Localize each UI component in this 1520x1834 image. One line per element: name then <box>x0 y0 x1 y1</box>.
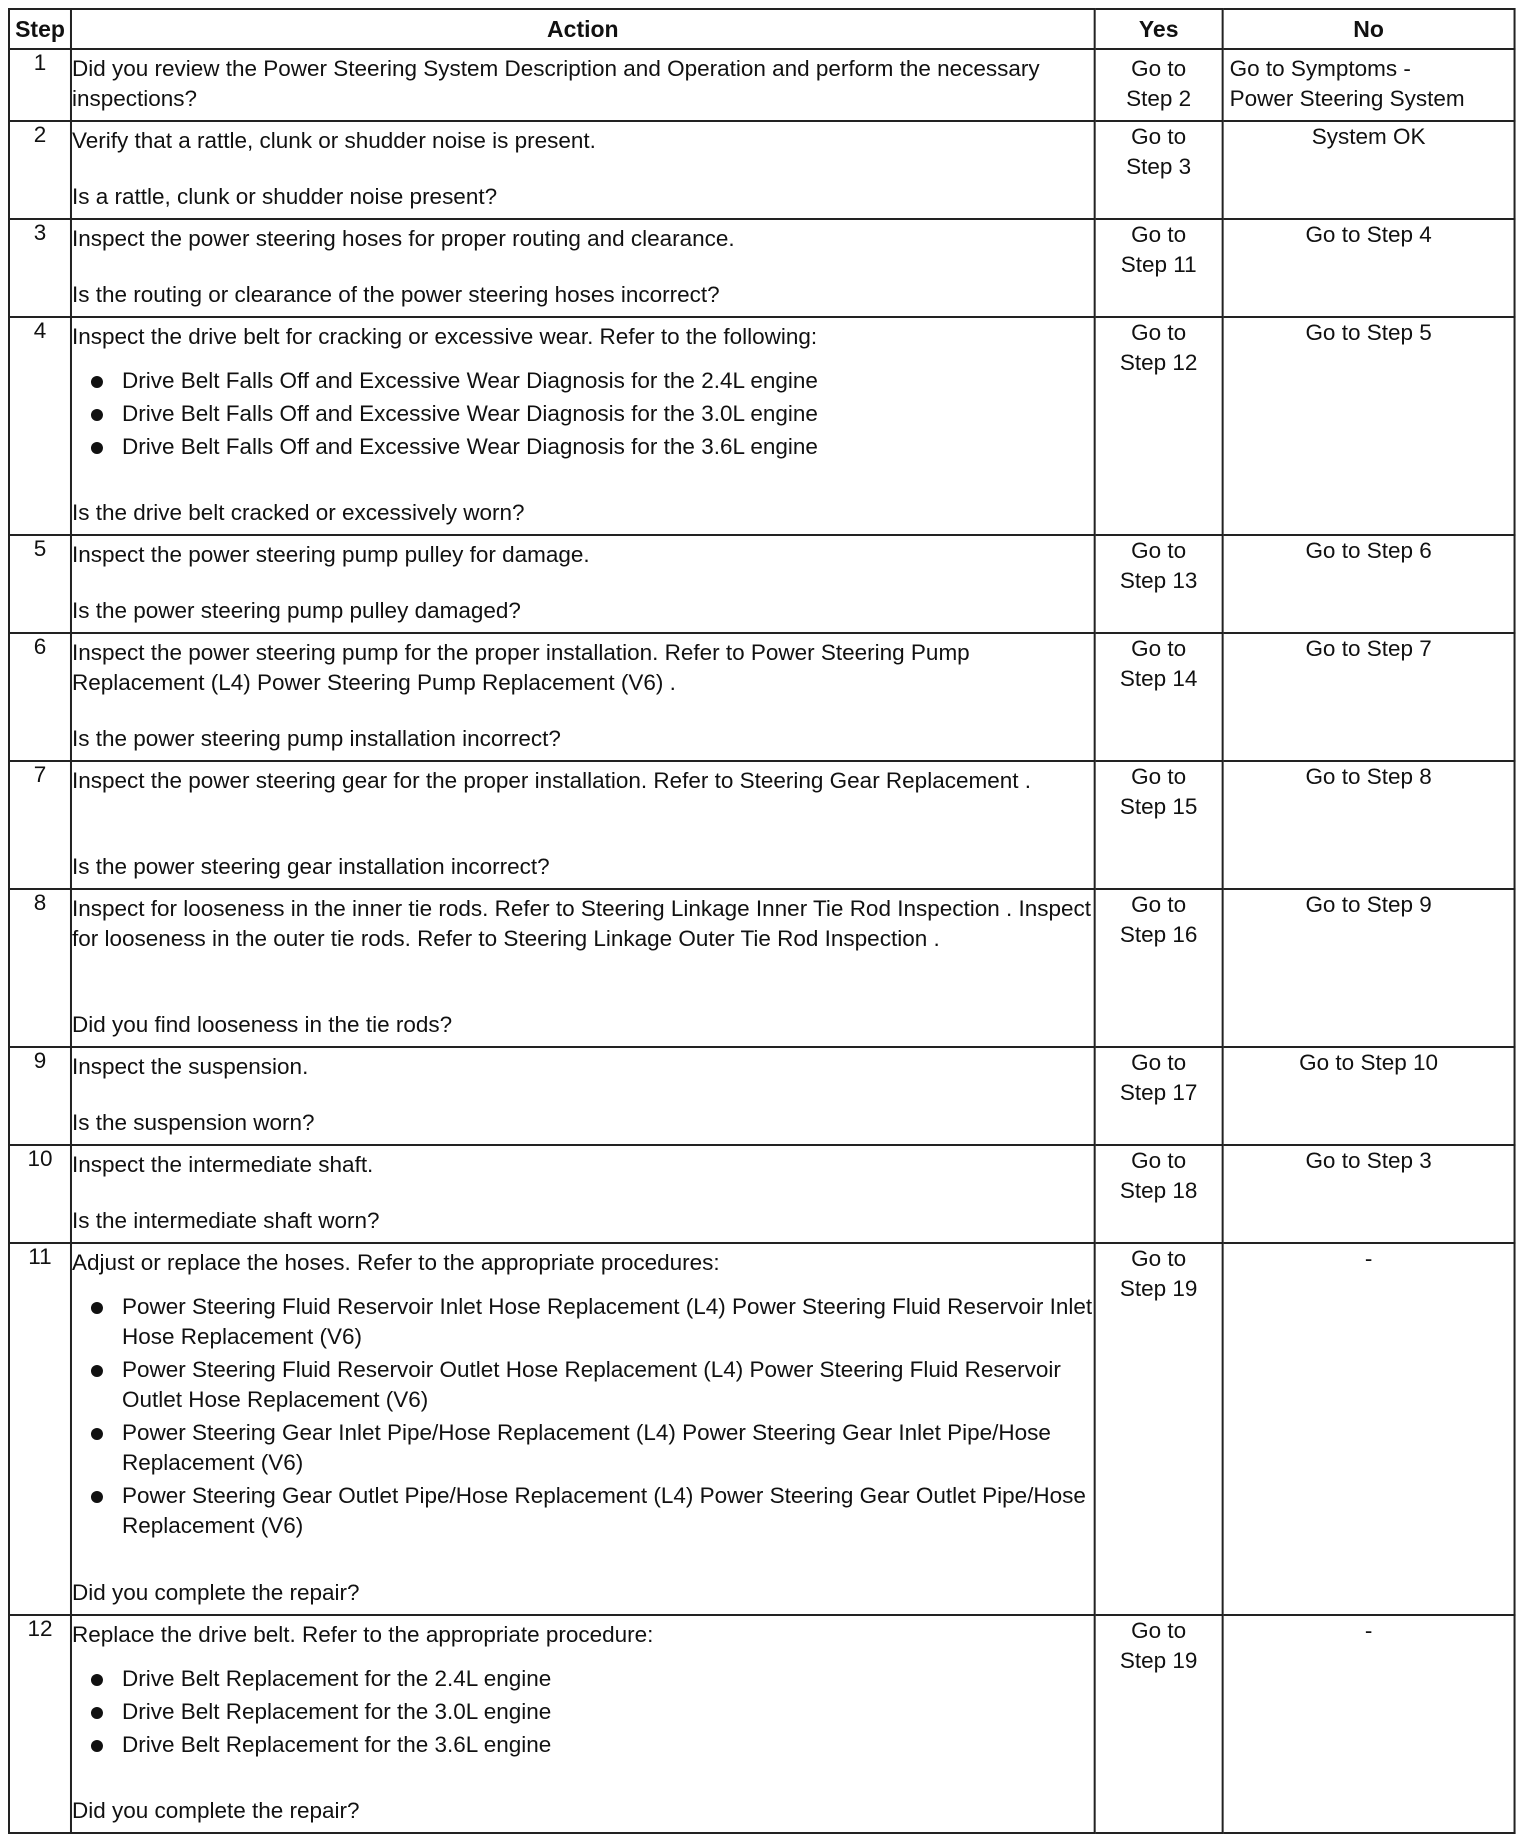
action-text: Inspect the suspension. <box>71 1054 309 1079</box>
table-row <box>9 1243 1515 1615</box>
step-number: 5 <box>9 535 71 633</box>
yes-text: Step 19 <box>1119 1648 1198 1673</box>
action-text: Inspect the intermediate shaft. <box>71 1152 374 1177</box>
step-number: 4 <box>9 317 71 535</box>
no-text: - <box>1364 1246 1373 1271</box>
step-number: 12 <box>9 1615 71 1833</box>
table-row <box>9 317 1515 535</box>
no-text: Go to Step 3 <box>1305 1148 1432 1173</box>
procedure-list-item: Drive Belt Replacement for the 3.6L engine <box>72 1730 1094 1760</box>
no-cell <box>1223 535 1515 633</box>
table-row <box>9 49 1515 121</box>
procedure-list-item: Drive Belt Replacement for the 2.4L engine <box>72 1664 1094 1694</box>
yes-cell <box>1095 761 1223 889</box>
no-text: Go to Step 10 <box>1299 1050 1438 1075</box>
step-number: 6 <box>9 633 71 761</box>
header-yes: Yes <box>1095 9 1223 49</box>
yes-text: Step 15 <box>1119 794 1198 819</box>
action-question: Did you complete the repair? <box>71 1580 360 1605</box>
step-number: 1 <box>9 49 71 121</box>
yes-cell <box>1095 535 1223 633</box>
yes-text: Step 3 <box>1126 154 1192 179</box>
action-cell <box>71 535 1095 633</box>
no-text: - <box>1364 1618 1373 1643</box>
yes-text: Go to <box>1131 56 1187 81</box>
yes-text: Step 19 <box>1119 1276 1198 1301</box>
no-cell <box>1223 1243 1515 1615</box>
action-text: Verify that a rattle, clunk or shudder noise is present. <box>71 128 596 153</box>
procedure-list-item: Drive Belt Replacement for the 3.0L engine <box>72 1697 1094 1727</box>
yes-text: Step 2 <box>1126 86 1192 111</box>
yes-text: Go to <box>1131 320 1187 345</box>
action-cell <box>71 1615 1095 1833</box>
no-text: Go to Step 6 <box>1305 538 1432 563</box>
action-question: Did you find looseness in the tie rods? <box>71 1012 453 1037</box>
yes-text: Go to <box>1131 1050 1187 1075</box>
no-cell <box>1223 317 1515 535</box>
header-row <box>9 9 1515 49</box>
diagnostic-table-sheet <box>8 8 1514 1834</box>
action-text: Did you review the Power Steering System Description and Operation and perform the necessary inspections? <box>71 56 1040 111</box>
no-text: Go to Step 7 <box>1305 636 1432 661</box>
table-row <box>9 761 1515 889</box>
yes-text: Go to <box>1131 124 1187 149</box>
no-cell <box>1223 121 1515 219</box>
action-cell <box>71 1047 1095 1145</box>
action-text: Adjust or replace the hoses. Refer to the appropriate procedures: <box>71 1250 720 1275</box>
no-text: Go to Step 4 <box>1305 222 1432 247</box>
yes-cell <box>1095 219 1223 317</box>
step-number: 3 <box>9 219 71 317</box>
step-number: 11 <box>9 1243 71 1615</box>
table-row <box>9 1047 1515 1145</box>
action-cell <box>71 889 1095 1047</box>
action-question: Is the power steering pump pulley damaged? <box>71 598 521 623</box>
no-cell <box>1223 219 1515 317</box>
no-cell <box>1223 1615 1515 1833</box>
action-cell <box>71 49 1095 121</box>
procedure-list-item: Power Steering Fluid Reservoir Outlet Hose Replacement (L4) Power Steering Fluid Reservoir Outlet Hose Replacement (V6) <box>72 1355 1094 1415</box>
table-row <box>9 889 1515 1047</box>
yes-text: Step 12 <box>1119 350 1198 375</box>
step-number: 7 <box>9 761 71 889</box>
step-number: 8 <box>9 889 71 1047</box>
header-no: No <box>1223 9 1515 49</box>
action-text: Inspect for looseness in the inner tie rods. Refer to Steering Linkage Inner Tie Rod Inspection . Inspect for looseness in the outer tie rods. Refer to Steering Linkage Outer Tie Rod Inspection . <box>71 896 1092 951</box>
procedure-list <box>72 1292 1094 1541</box>
yes-text: Step 11 <box>1120 252 1197 277</box>
action-question: Is the intermediate shaft worn? <box>71 1208 380 1233</box>
no-text: Go to Symptoms - <box>1229 56 1411 81</box>
table-row <box>9 219 1515 317</box>
action-question: Is the power steering gear installation incorrect? <box>71 854 550 879</box>
yes-text: Go to <box>1131 1246 1187 1271</box>
action-cell <box>71 633 1095 761</box>
no-cell <box>1223 1047 1515 1145</box>
yes-text: Go to <box>1131 892 1187 917</box>
action-text: Inspect the power steering pump pulley for damage. <box>71 542 590 567</box>
no-cell <box>1223 889 1515 1047</box>
yes-text: Step 18 <box>1119 1178 1198 1203</box>
yes-text: Step 14 <box>1119 666 1198 691</box>
yes-text: Go to <box>1131 636 1187 661</box>
no-cell <box>1223 633 1515 761</box>
procedure-list-item: Power Steering Gear Outlet Pipe/Hose Replacement (L4) Power Steering Gear Outlet Pipe/Hose Replacement (V6) <box>72 1481 1094 1541</box>
yes-text: Go to <box>1131 538 1187 563</box>
action-cell <box>71 1243 1095 1615</box>
yes-text: Step 17 <box>1119 1080 1198 1105</box>
no-text: System OK <box>1311 124 1426 149</box>
yes-cell <box>1095 1047 1223 1145</box>
table-row <box>9 121 1515 219</box>
no-cell <box>1223 761 1515 889</box>
procedure-list <box>72 1664 1094 1760</box>
no-cell <box>1223 1145 1515 1243</box>
yes-text: Go to <box>1131 1618 1187 1643</box>
procedure-list-item: Drive Belt Falls Off and Excessive Wear Diagnosis for the 2.4L engine <box>72 366 1094 396</box>
table-row <box>9 535 1515 633</box>
yes-cell <box>1095 49 1223 121</box>
action-question: Did you complete the repair? <box>71 1798 360 1823</box>
step-number: 2 <box>9 121 71 219</box>
action-text: Inspect the power steering gear for the proper installation. Refer to Steering Gear Replacement . <box>71 768 1031 793</box>
action-text: Inspect the drive belt for cracking or excessive wear. Refer to the following: <box>71 324 818 349</box>
yes-cell <box>1095 317 1223 535</box>
action-question: Is a rattle, clunk or shudder noise present? <box>71 184 498 209</box>
yes-cell <box>1095 1243 1223 1615</box>
action-cell <box>71 317 1095 535</box>
table-row <box>9 1615 1515 1833</box>
table-row <box>9 633 1515 761</box>
yes-cell <box>1095 889 1223 1047</box>
diagnostic-table <box>8 8 1516 1834</box>
yes-text: Go to <box>1131 222 1187 247</box>
action-text: Replace the drive belt. Refer to the appropriate procedure: <box>71 1622 654 1647</box>
header-action: Action <box>71 9 1095 49</box>
yes-cell <box>1095 633 1223 761</box>
no-text: Go to Step 8 <box>1305 764 1432 789</box>
header-step: Step <box>9 9 71 49</box>
action-text: Inspect the power steering hoses for proper routing and clearance. <box>71 226 735 251</box>
procedure-list-item: Drive Belt Falls Off and Excessive Wear Diagnosis for the 3.0L engine <box>72 399 1094 429</box>
yes-text: Go to <box>1131 764 1187 789</box>
yes-cell <box>1095 1145 1223 1243</box>
action-cell <box>71 219 1095 317</box>
procedure-list-item: Power Steering Fluid Reservoir Inlet Hose Replacement (L4) Power Steering Fluid Reservoir Inlet Hose Replacement (V6) <box>72 1292 1094 1352</box>
action-cell <box>71 761 1095 889</box>
table-row <box>9 1145 1515 1243</box>
procedure-list-item: Drive Belt Falls Off and Excessive Wear Diagnosis for the 3.6L engine <box>72 432 1094 462</box>
table-body <box>9 49 1515 1833</box>
action-question: Is the suspension worn? <box>71 1110 315 1135</box>
procedure-list-item: Power Steering Gear Inlet Pipe/Hose Replacement (L4) Power Steering Gear Inlet Pipe/Hose Replacement (V6) <box>72 1418 1094 1478</box>
action-question: Is the power steering pump installation incorrect? <box>71 726 561 751</box>
yes-text: Step 16 <box>1119 922 1198 947</box>
step-number: 10 <box>9 1145 71 1243</box>
no-cell <box>1223 49 1515 121</box>
yes-text: Go to <box>1131 1148 1187 1173</box>
no-text: Go to Step 5 <box>1305 320 1432 345</box>
no-text: Go to Step 9 <box>1305 892 1432 917</box>
yes-text: Step 13 <box>1119 568 1198 593</box>
step-number: 9 <box>9 1047 71 1145</box>
action-cell <box>71 121 1095 219</box>
action-text: Inspect the power steering pump for the proper installation. Refer to Power Steering Pump Replacement (L4) Power Steering Pump Replacement (V6) . <box>71 640 970 695</box>
action-question: Is the drive belt cracked or excessively worn? <box>71 500 525 525</box>
no-text: Power Steering System <box>1229 86 1465 111</box>
procedure-list <box>72 366 1094 462</box>
yes-cell <box>1095 1615 1223 1833</box>
yes-cell <box>1095 121 1223 219</box>
action-cell <box>71 1145 1095 1243</box>
action-question: Is the routing or clearance of the power steering hoses incorrect? <box>71 282 720 307</box>
